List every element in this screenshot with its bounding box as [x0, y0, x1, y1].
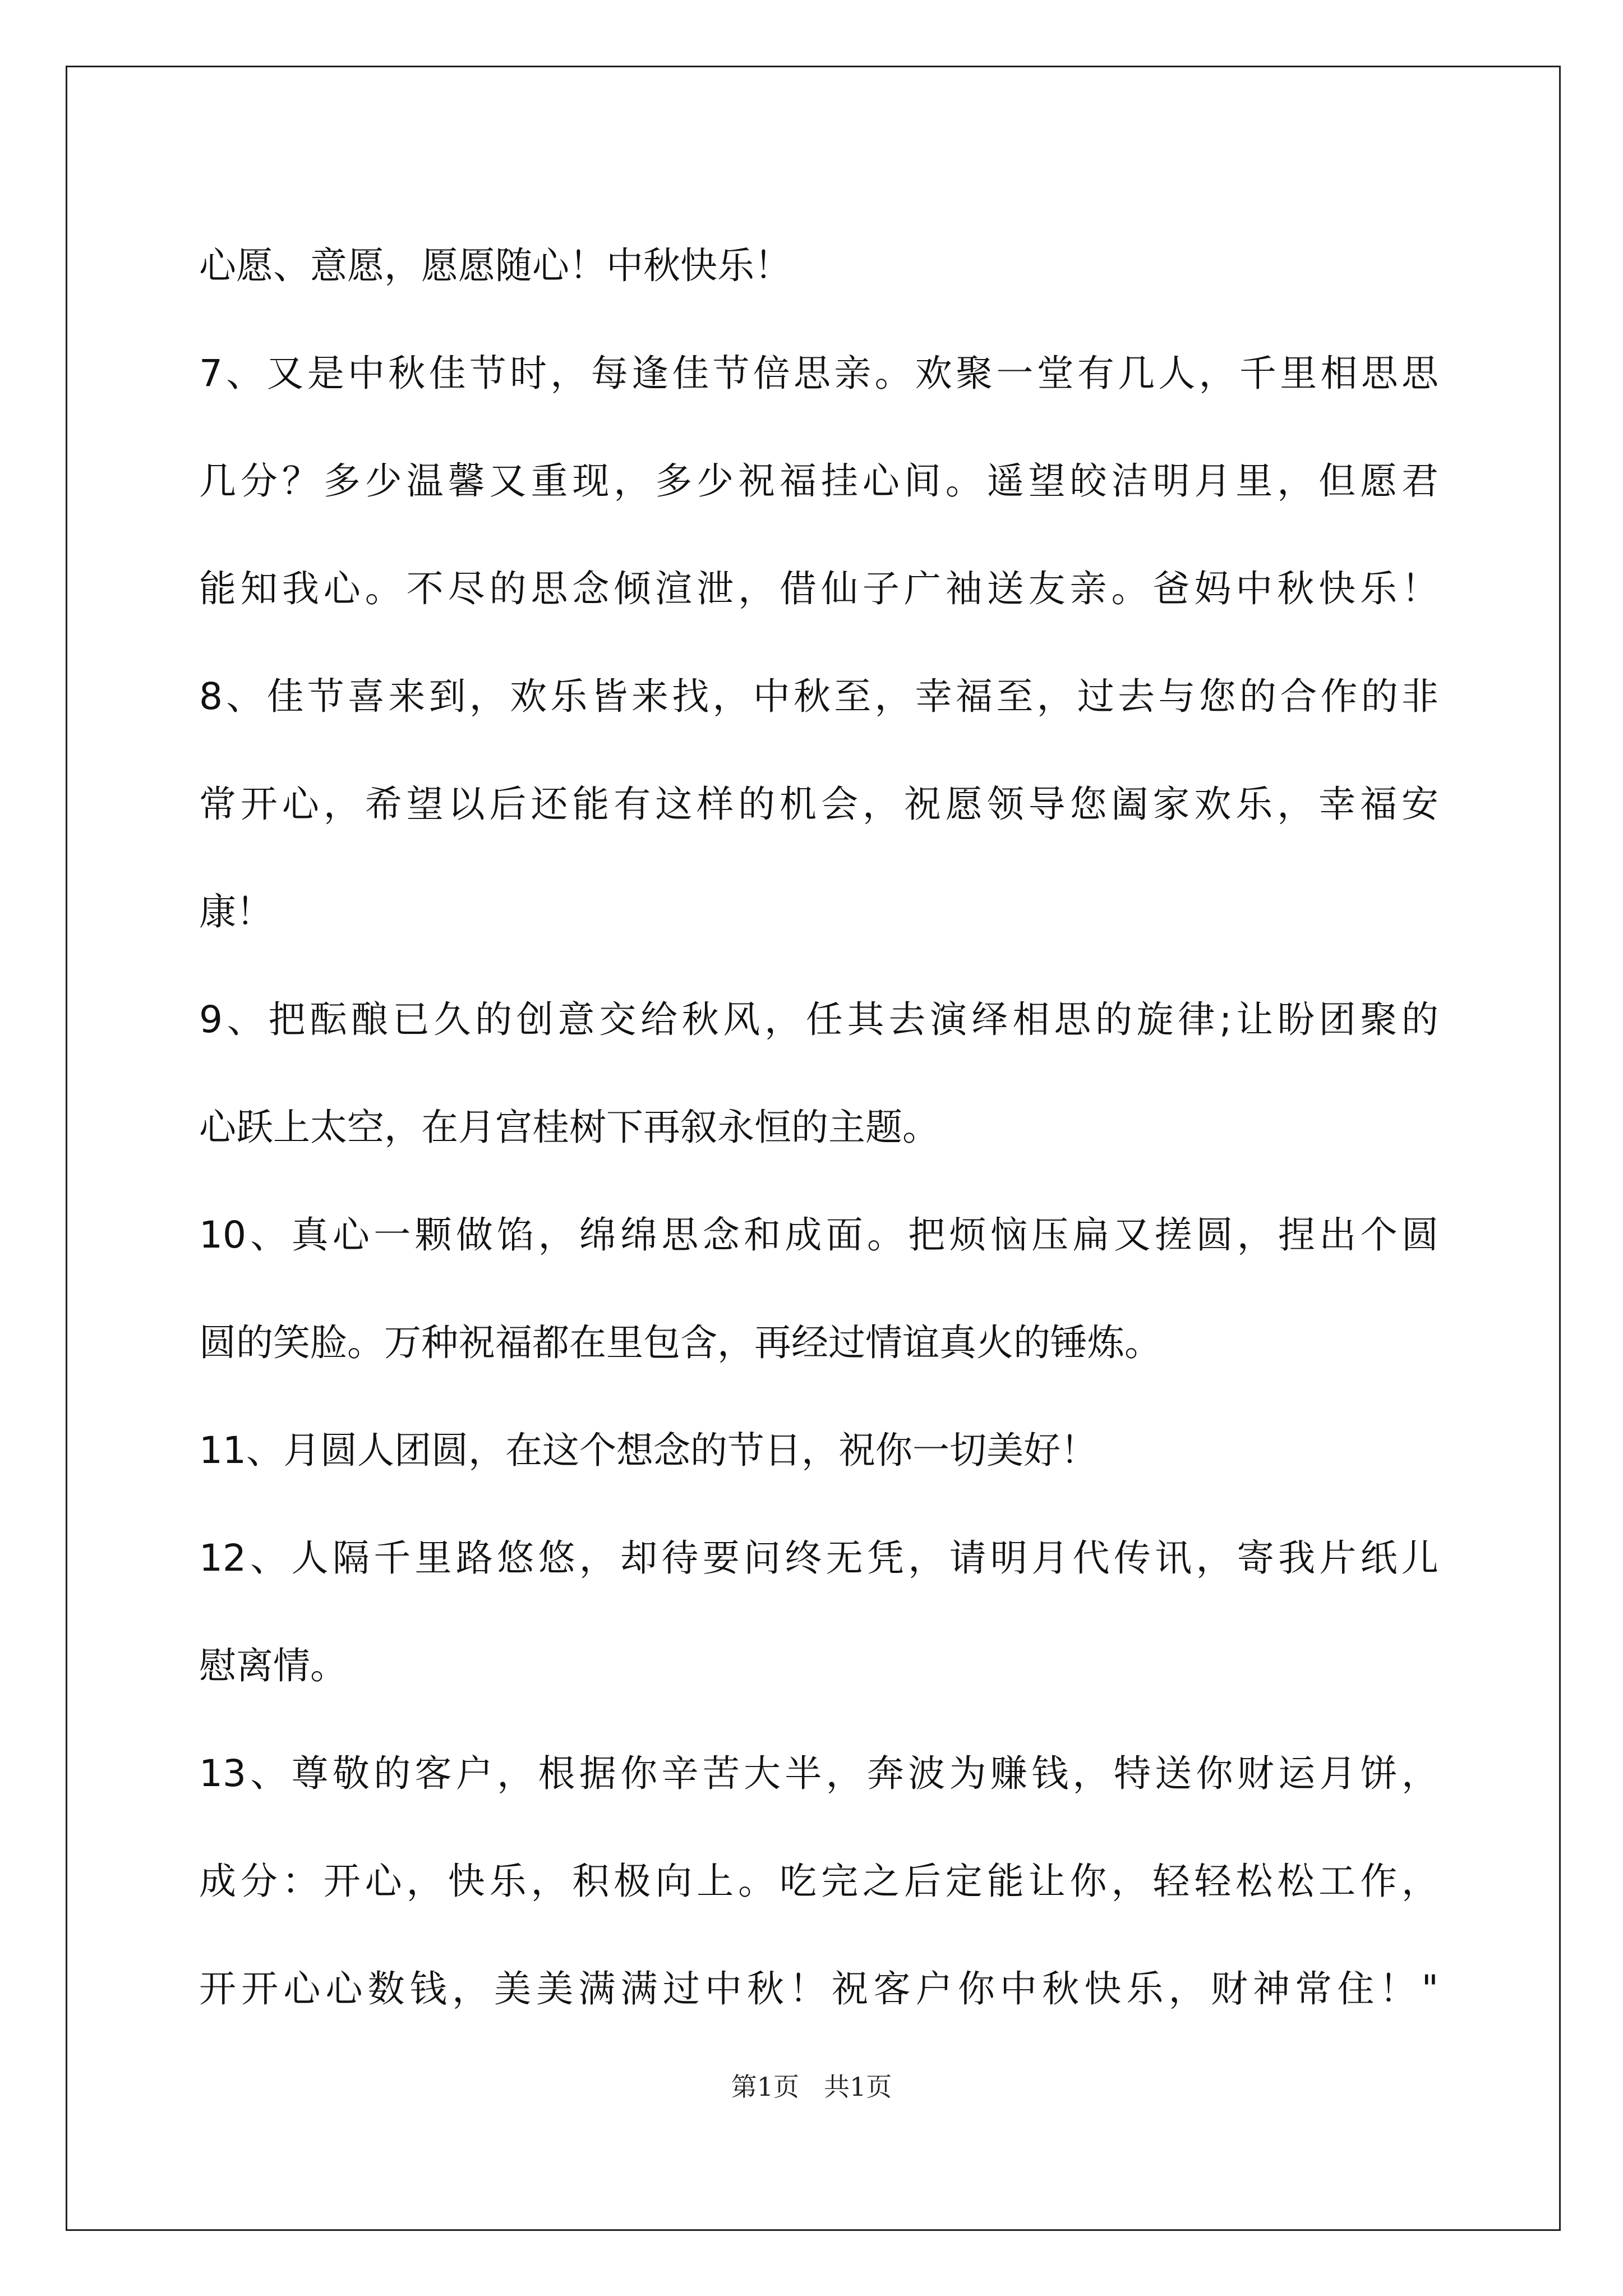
page-total: 共1页	[823, 2072, 892, 2102]
text-line-17: 开开心心数钱，美美满满过中秋！祝客户你中秋快乐，财神常住！"	[199, 1967, 1438, 2010]
text-line-6: 常开心，希望以后还能有这样的机会，祝愿领导您阖家欢乐，幸福安	[199, 783, 1438, 826]
text-line-5: 8、佳节喜来到，欢乐皆来找，中秋至，幸福至，过去与您的合作的非	[199, 675, 1438, 718]
document-body	[199, 212, 1438, 2043]
text-line-3: 几分？多少温馨又重现，多少祝福挂心间。遥望皎洁明月里，但愿君	[199, 459, 1438, 503]
page-number: 第1页	[731, 2072, 800, 2102]
text-line-15: 13、尊敬的客户，根据你辛苦大半，奔波为赚钱，特送你财运月饼，	[199, 1752, 1438, 1795]
text-line-9: 心跃上太空，在月宫桂树下再叙永恒的主题。	[199, 1106, 939, 1149]
text-line-1: 心愿、意愿，愿愿随心！中秋快乐！	[199, 244, 791, 287]
text-line-4: 能知我心。不尽的思念倾渲泄，借仙子广袖送友亲。爸妈中秋快乐！	[199, 567, 1438, 610]
text-line-16: 成分：开心，快乐，积极向上。吃完之后定能让你，轻轻松松工作，	[199, 1860, 1438, 1903]
text-line-8: 9、把酝酿已久的创意交给秋风，任其去演绎相思的旋律;让盼团聚的	[199, 998, 1438, 1041]
text-line-12: 11、月圆人团圆，在这个想念的节日，祝你一切美好！	[199, 1429, 1098, 1472]
text-line-11: 圆的笑脸。万种祝福都在里包含，再经过情谊真火的锤炼。	[199, 1321, 1161, 1364]
text-line-2: 7、又是中秋佳节时，每逢佳节倍思亲。欢聚一堂有几人，千里相思思	[199, 352, 1438, 395]
page-footer	[0, 2070, 1623, 2104]
text-line-13: 12、人隔千里路悠悠，却待要问终无凭，请明月代传讯，寄我片纸儿	[199, 1536, 1438, 1580]
text-line-10: 10、真心一颗做馅，绵绵思念和成面。把烦恼压扁又搓圆，捏出个圆	[199, 1213, 1438, 1257]
text-line-7: 康！	[199, 890, 273, 933]
text-line-14: 慰离情。	[199, 1644, 347, 1687]
